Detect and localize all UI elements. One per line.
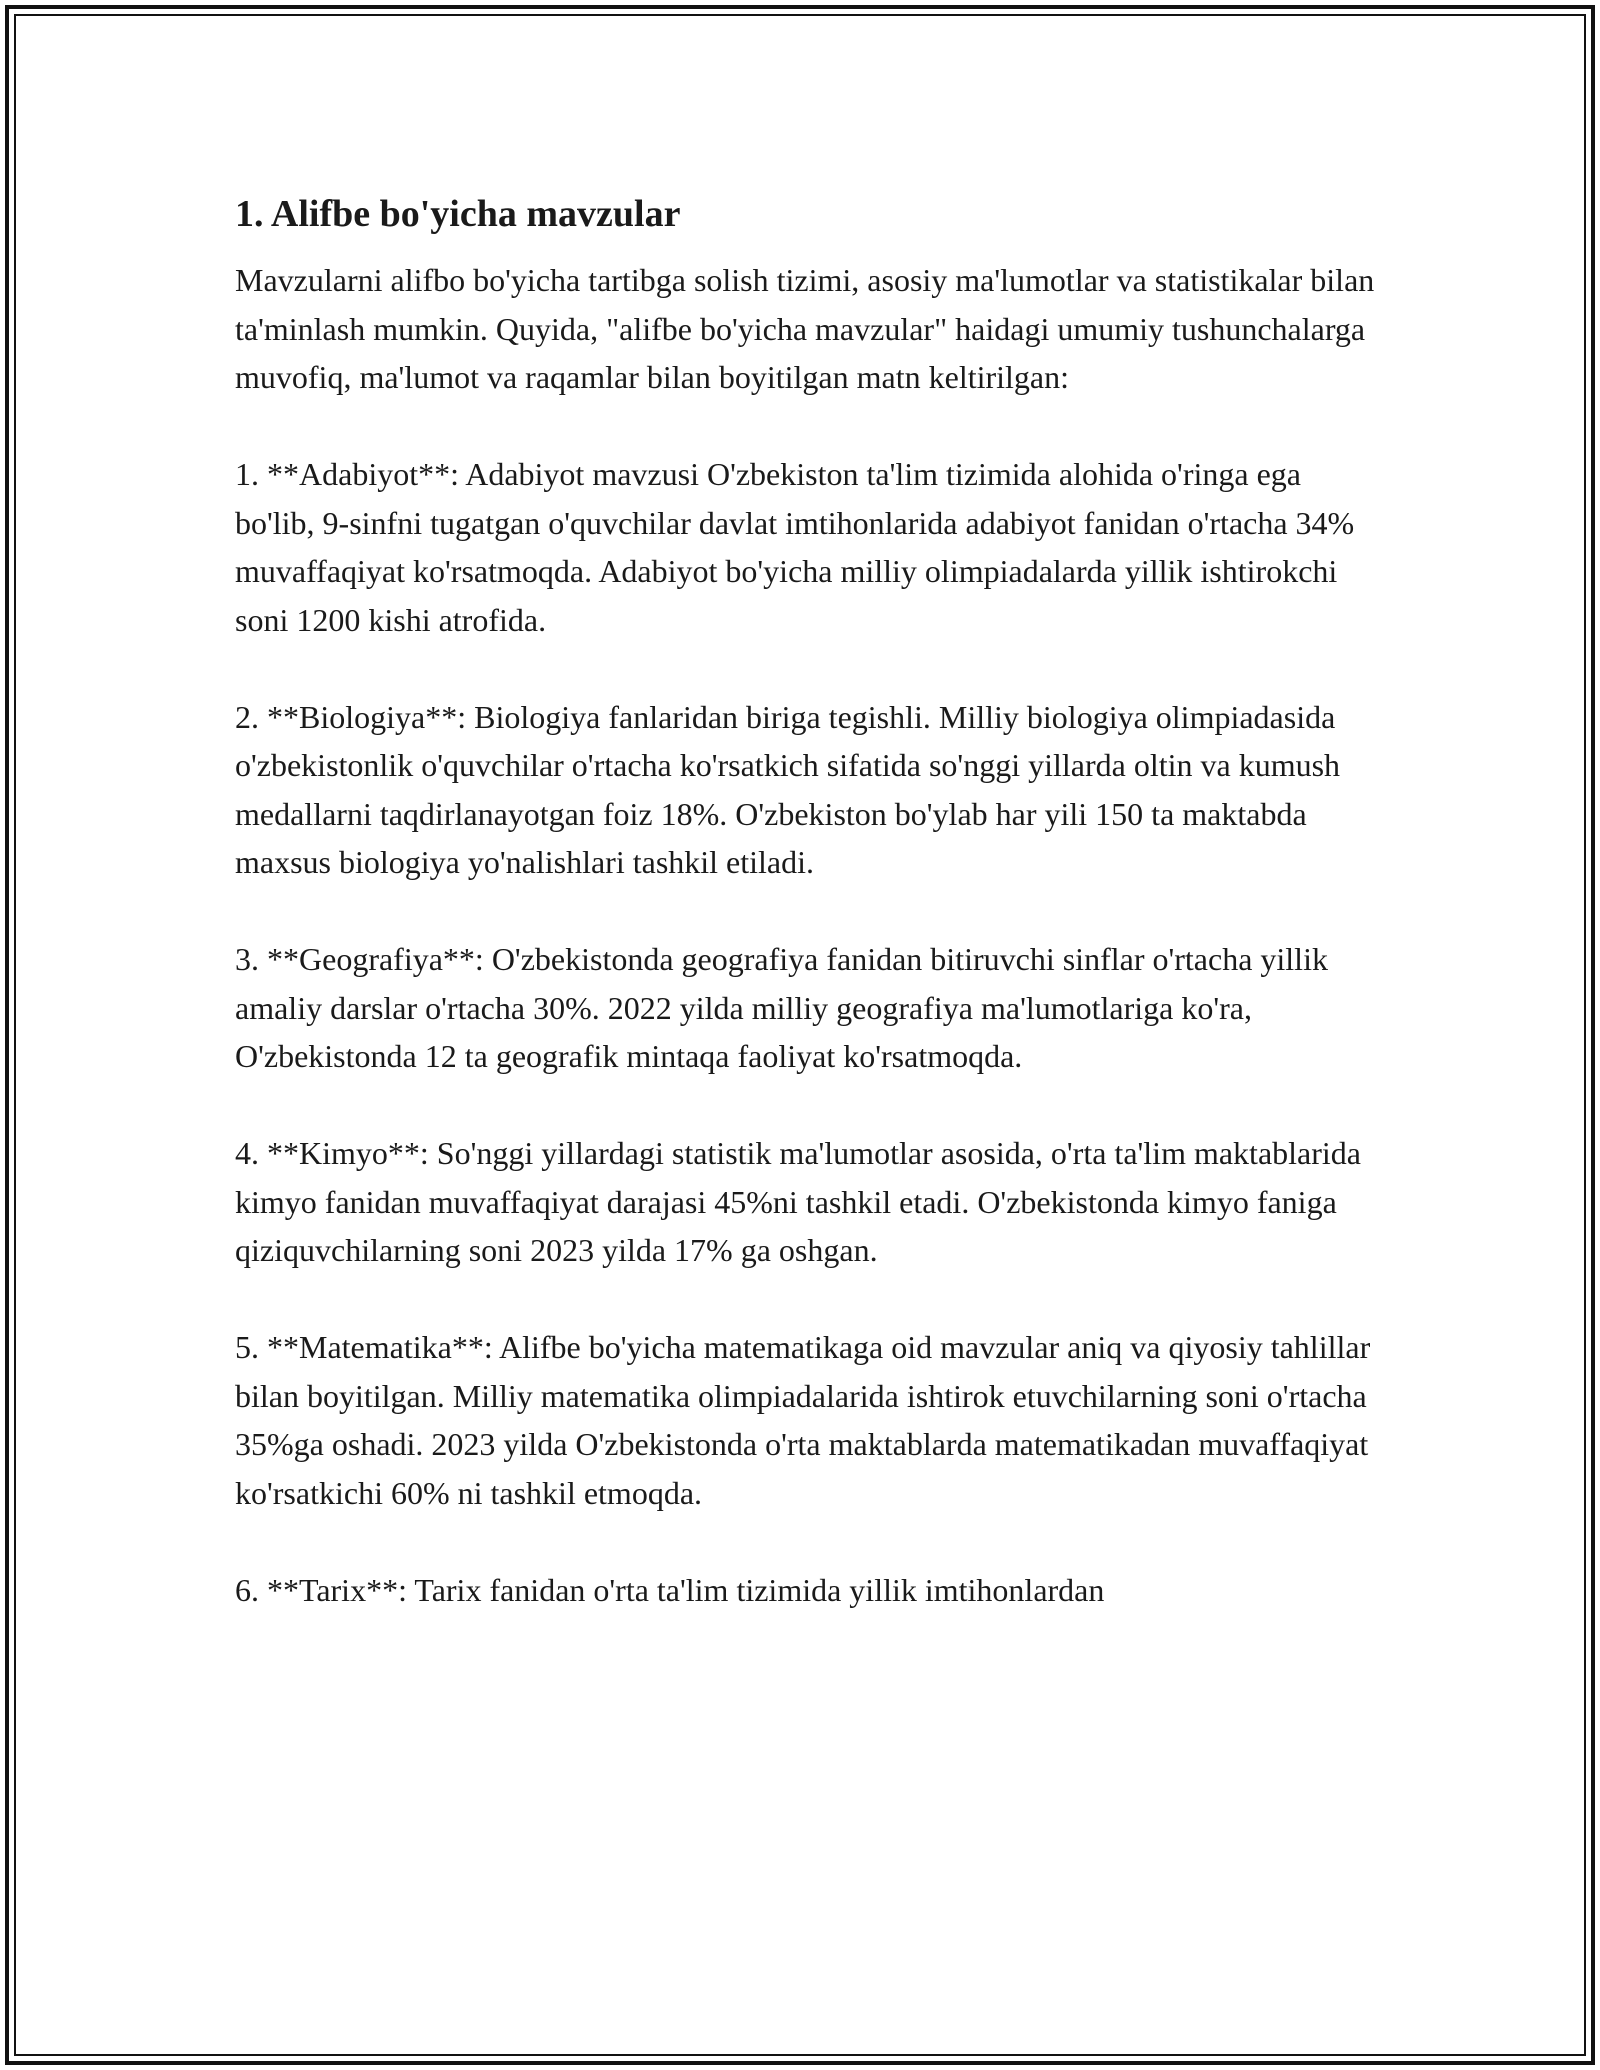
document-body [235, 186, 1385, 1663]
paragraph-biologiya: 2. **Biologiya**: Biologiya fanlaridan biriga tegishli. Milliy biologiya olimpiadasida o'zbekistonlik o'quvchilar o'rtacha ko'rsatkich sifatida so'nggi yillarda oltin va kumush medallarni taqdirlanayotgan foiz 18%. O'zbekiston bo'ylab har yili 150 ta maktabda maxsus biologiya yo'nalishlari tashkil etiladi. [235, 698, 1341, 880]
paragraph-geografiya: 3. **Geografiya**: O'zbekistonda geografiya fanidan bitiruvchi sinflar o'rtacha yillik amaliy darslar o'rtacha 30%. 2022 yilda milliy geografiya ma'lumotlariga ko'ra, O'zbekistonda 12 ta geografik mintaqa faoliyat ko'rsatmoqda. [235, 941, 1328, 1074]
section-heading: 1. Alifbe bo'yicha mavzular [235, 193, 681, 235]
paragraph-adabiyot: 1. **Adabiyot**: Adabiyot mavzusi O'zbekiston ta'lim tizimida alohida o'ringa ega bo'lib, 9-sinfni tugatgan o'quvchilar davlat imtihonlarida adabiyot fanidan o'rtacha 34% muvaffaqiyat ko'rsatmoqda. Adabiyot bo'yicha milliy olimpiadalarda yillik ishtirokchi soni 1200 kishi atrofida. [235, 456, 1355, 638]
paragraph-kimyo: 4. **Kimyo**: So'nggi yillardagi statistik ma'lumotlar asosida, o'rta ta'lim maktablarida kimyo fanidan muvaffaqiyat darajasi 45%ni tashkil etadi. O'zbekistonda kimyo faniga qiziquvchilarning soni 2023 yilda 17% ga oshgan. [235, 1135, 1361, 1268]
paragraph-matematika: 5. **Matematika**: Alifbe bo'yicha matematikaga oid mavzular aniq va qiyosiy tahlillar bilan boyitilgan. Milliy matematika olimpiadalarida ishtirok etuvchilarning soni o'rtacha 35%ga oshadi. 2023 yilda O'zbekistonda o'rta maktablarda matematikadan muvaffaqiyat ko'rsatkichi 60% ni tashkil etmoqda. [235, 1329, 1371, 1511]
paragraph-tarix: 6. **Tarix**: Tarix fanidan o'rta ta'lim tizimida yillik imtihonlardan [235, 1571, 1105, 1608]
intro-paragraph: Mavzularni alifbo bo'yicha tartibga solish tizimi, asosiy ma'lumotlar va statistikalar bilan ta'minlash mumkin. Quyida, "alifbe bo'yicha mavzular" haidagi umumiy tushunchalarga muvofiq, ma'lumot va raqamlar bilan boyitilgan matn keltirilgan: [235, 262, 1375, 395]
